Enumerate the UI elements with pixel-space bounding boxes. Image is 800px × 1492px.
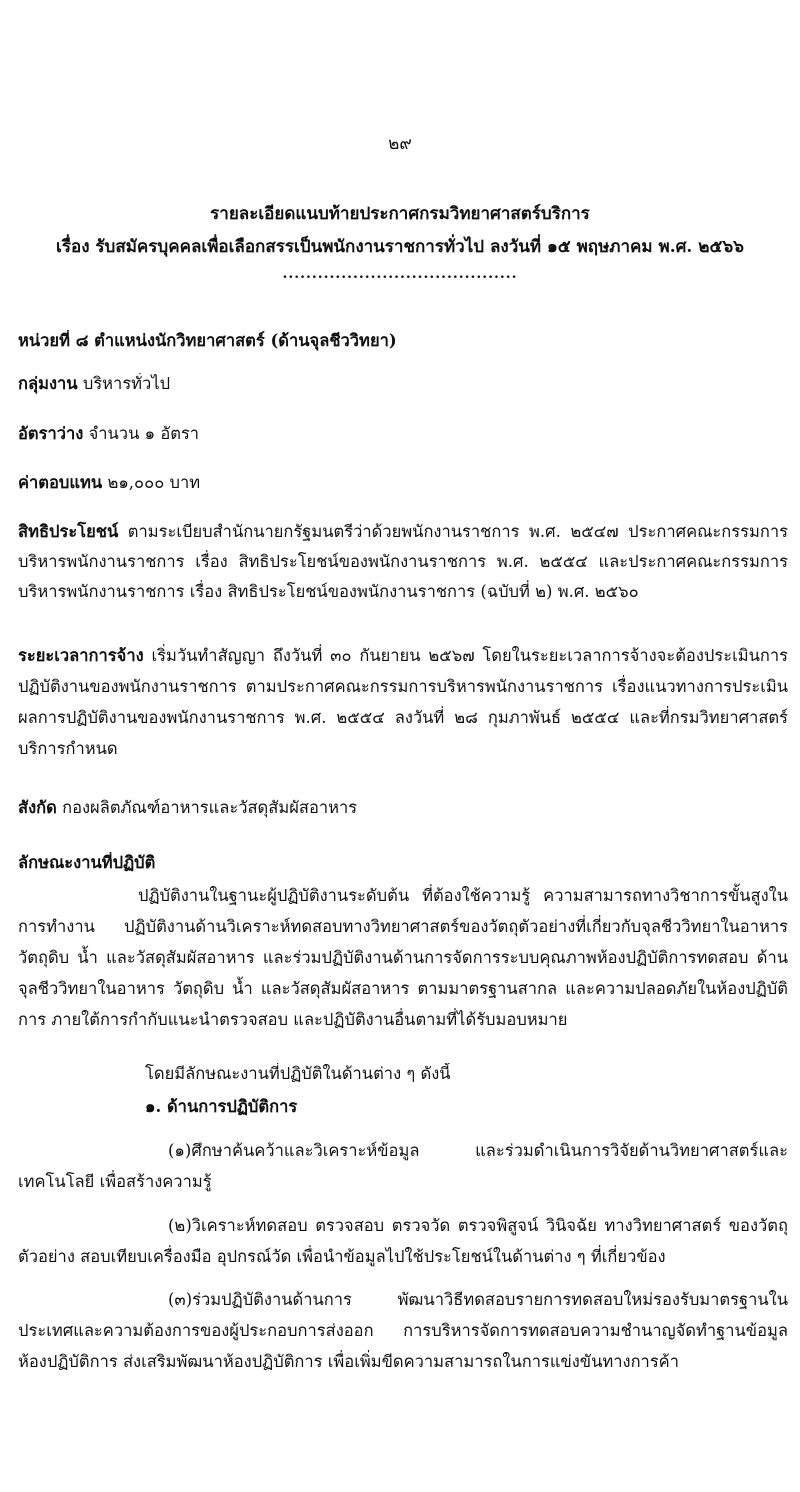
benefits-text: ตามระเบียบสำนักนายกรัฐมนตรีว่าด้วยพนักงานราชการ พ.ศ. ๒๕๔๗ ประกาศคณะกรรมการบริหารพนักงานราชการ เรื่อง สิทธิประโยชน์ของพนักงานราชการ พ.ศ. ๒๕๕๔ และประกาศคณะกรรมการบริหารพนักงานราชการ เรื่อง สิทธิประโยชน์ของพนักงานราชการ (ฉบับที่ ๒) พ.ศ. ๒๕๖๐ [18,522,788,601]
section-operations-title: ๑. ด้านการปฏิบัติการ [145,1097,298,1116]
employment-period-paragraph [18,640,788,764]
salary-value: ๒๑,๐๐๐ บาท [107,473,201,492]
benefits-label: สิทธิประโยชน์ [18,522,119,541]
affiliation-label: สังกัด [18,798,57,817]
work-group-value: บริหารทั่วไป [82,374,171,393]
work-group [18,373,788,395]
affiliation-value: กองผลิตภัณฑ์อาหารและวัสดุสัมผัสอาหาร [62,798,358,817]
page-number: ๒๙ [388,134,412,154]
document-title: รายละเอียดแนบท้ายประกาศกรมวิทยาศาสตร์บริการ [210,204,590,224]
benefits-paragraph [18,517,788,607]
job-nature-heading: ลักษณะงานที่ปฏิบัติ [18,853,156,872]
operations-item-3: (๓)ร่วมปฏิบัติงานด้านการ พัฒนาวิธีทดสอบรายการทดสอบใหม่รองรับมาตรฐานในประเทศและความต้องการของผู้ประกอบการส่งออก การบริหารจัดการทดสอบความชำนาญจัดทำฐานข้อมูลห้องปฏิบัติการ ส่งเสริมพัฒนาห้องปฏิบัติการ เพื่อเพิ่มขีดความสามารถในการแข่งขันทางการค้า [18,1290,788,1371]
salary-label: ค่าตอบแทน [18,473,103,492]
job-nature-intro: ปฏิบัติงานในฐานะผู้ปฏิบัติงานระดับต้น ที่ต้องใช้ความรู้ ความสามารถทางวิชาการขั้นสูงในการทำงาน ปฏิบัติงานด้านวิเคราะห์ทดสอบทางวิทยาศาสตร์ของวัตถุตัวอย่างที่เกี่ยวกับจุลชีววิทยาในอาหาร วัตถุดิบ น้ำ และวัสดุสัมผัสอาหาร และร่วมปฏิบัติงานด้านการจัดการระบบคุณภาพห้องปฏิบัติการทดสอบ ด้านจุลชีววิทยาในอาหาร วัตถุดิบ น้ำ และวัสดุสัมผัสอาหาร ตามมาตรฐานสากล และความปลอดภัยในห้องปฏิบัติการ ภายใต้การกำกับแนะนำตรวจสอบ และปฏิบัติงานอื่นตามที่ได้รับมอบหมาย [18,886,788,1029]
operations-item-1: (๑)ศึกษาค้นคว้าและวิเคราะห์ข้อมูล และร่วมดำเนินการวิจัยด้านวิทยาศาสตร์และเทคโนโลยี เพื่อสร้างความรู้ [18,1141,788,1191]
unit-heading: หน่วยที่ ๘ ตำแหน่งนักวิทยาศาสตร์ (ด้านจุลชีววิทยา) [18,331,397,350]
separator: ........................................ [282,266,518,282]
affiliation [18,797,788,819]
vacancy-label: อัตราว่าง [18,424,84,443]
employment-period-text: เริ่มวันทำสัญญา ถึงวันที่ ๓๐ กันยายน ๒๕๖๗ โดยในระยะเวลาการจ้างจะต้องประเมินการปฏิบัติงานของพนักงานราชการ ตามประกาศคณะกรรมการบริหารพนักงานราชการ เรื่องแนวทางการประเมินผลการปฏิบัติงานของพนักงานราชการ พ.ศ. ๒๕๕๔ ลงวันที่ ๒๘ กุมภาพันธ์ ๒๕๕๔ และที่กรมวิทยาศาสตร์บริการกำหนด [18,646,788,758]
operations-item-2: (๒)วิเคราะห์ทดสอบ ตรวจสอบ ตรวจวัด ตรวจพิสูจน์ วินิจฉัย ทางวิทยาศาสตร์ ของวัตถุตัวอย่าง สอบเทียบเครื่องมือ อุปกรณ์วัด เพื่อนำข้อมูลไปใช้ประโยชน์ในด้านต่าง ๆ ที่เกี่ยวข้อง [18,1216,788,1266]
vacancy [18,423,788,445]
document-subject: เรื่อง รับสมัครบุคคลเพื่อเลือกสรรเป็นพนักงานราชการทั่วไป ลงวันที่ ๑๕ พฤษภาคม พ.ศ. ๒๕๖๖ [56,237,744,257]
vacancy-value: จำนวน ๑ อัตรา [88,424,200,443]
areas-intro: โดยมีลักษณะงานที่ปฏิบัติในด้านต่าง ๆ ดังนี้ [145,1064,451,1083]
salary [18,472,788,494]
employment-period-label: ระยะเวลาการจ้าง [18,646,144,665]
work-group-label: กลุ่มงาน [18,374,78,393]
